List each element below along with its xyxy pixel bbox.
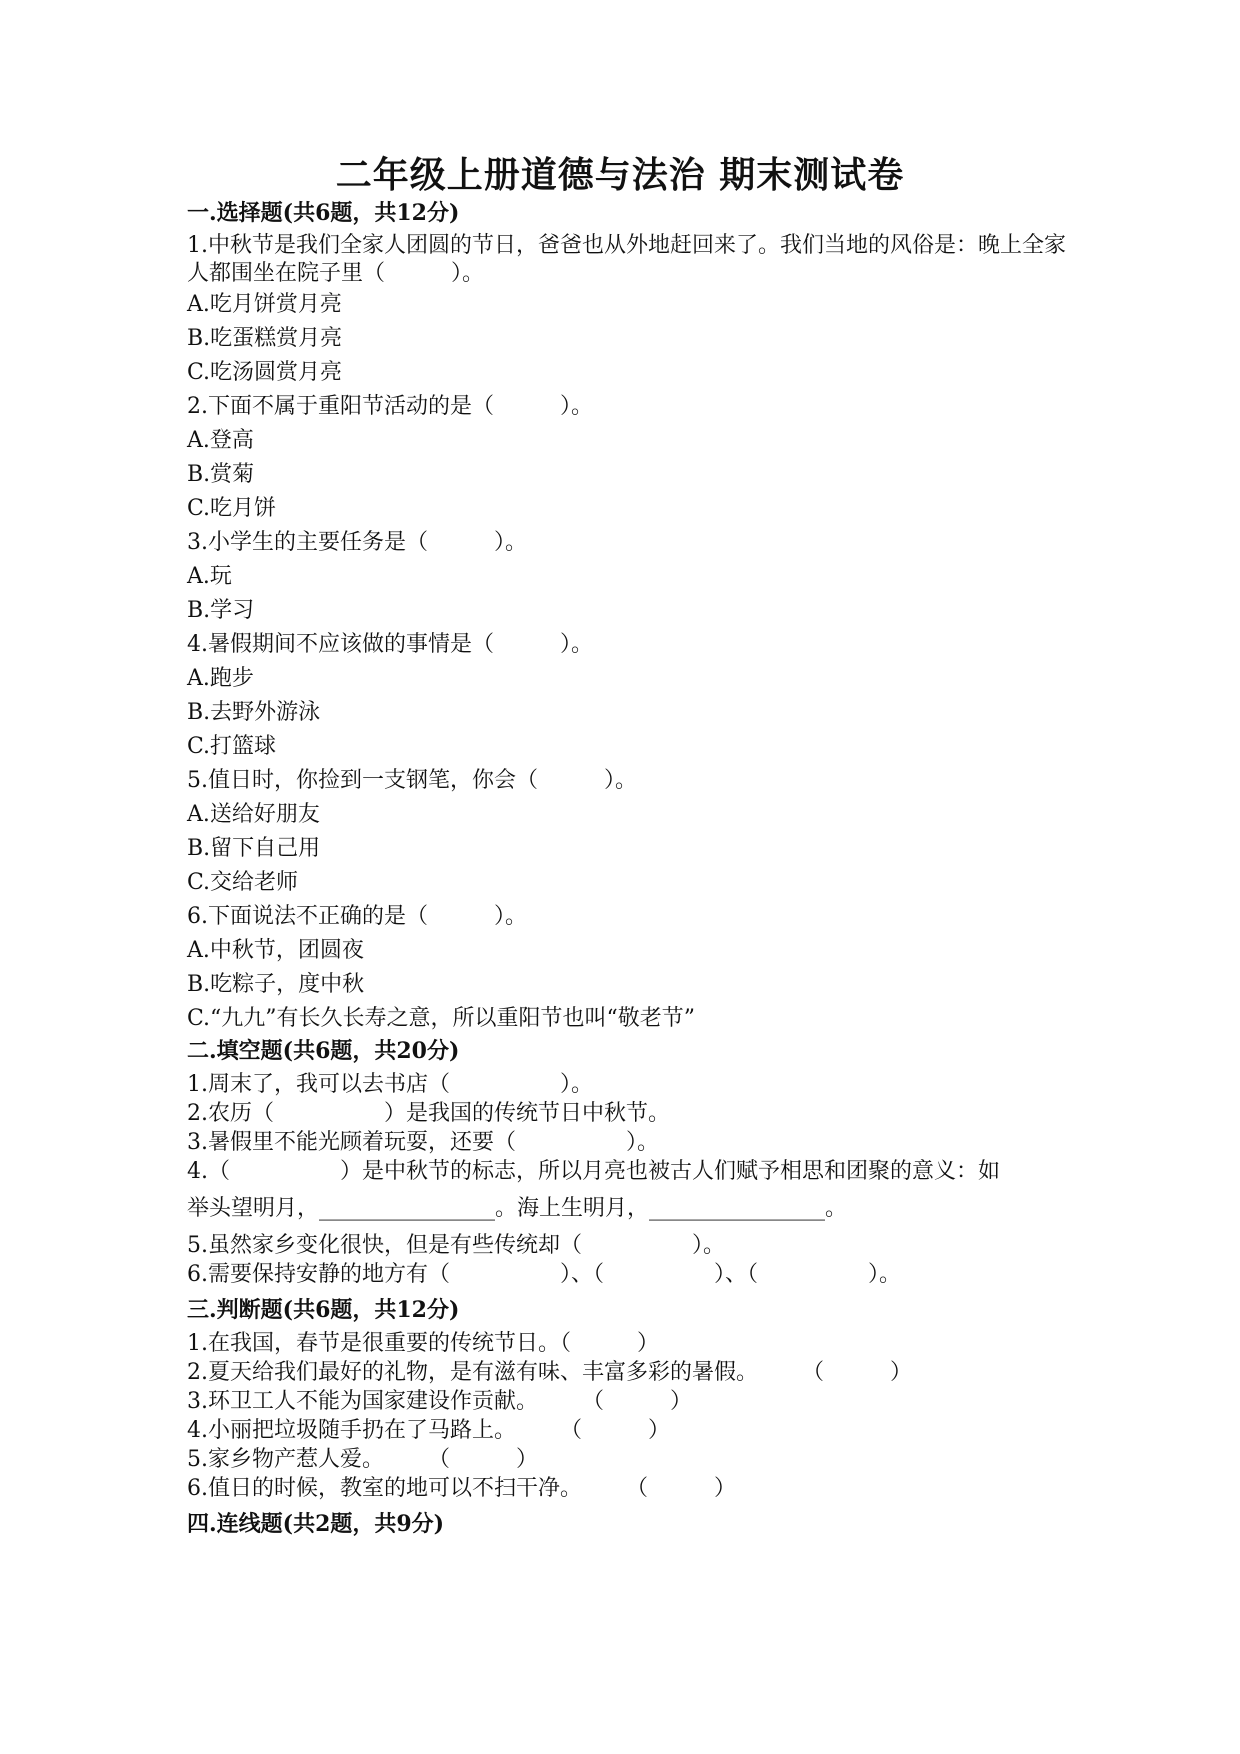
question: 6.下面说法不正确的是（ ）。 (187, 904, 527, 929)
option: B.吃蛋糕赏月亮 (187, 326, 343, 351)
question: 1.在我国，春节是很重要的传统节日。（ ） (187, 1331, 659, 1356)
option: C.吃汤圆赏月亮 (187, 360, 343, 385)
option: C.交给老师 (187, 870, 299, 895)
page-title: 二年级上册道德与法治 期末测试卷 (335, 154, 905, 196)
option: A.中秋节，团圆夜 (187, 938, 364, 963)
question: 5.家乡物产惹人爱。 （ ） (187, 1447, 538, 1472)
question: 4.暑假期间不应该做的事情是（ ）。 (187, 632, 593, 657)
question: 4.（ ）是中秋节的标志，所以月亮也被古人们赋予相思和团聚的意义：如 (187, 1159, 1000, 1184)
exam-content (187, 198, 1087, 1543)
option: A.跑步 (187, 666, 254, 691)
section-fill (187, 1036, 1087, 1289)
question: 2.下面不属于重阳节活动的是（ ）。 (187, 394, 593, 419)
section-choice (187, 198, 1087, 1036)
option: A.送给好朋友 (187, 802, 320, 827)
option: B.赏菊 (187, 462, 255, 487)
question: 6.需要保持安静的地方有（ ）、（ ）、（ ）。 (187, 1262, 901, 1287)
question: 5.值日时，你捡到一支钢笔，你会（ ）。 (187, 768, 637, 793)
option: B.吃粽子，度中秋 (187, 972, 365, 997)
option: B.学习 (187, 598, 255, 623)
question: 3.暑假里不能光顾着玩耍，还要（ ）。 (187, 1130, 659, 1155)
question: 3.小学生的主要任务是（ ）。 (187, 530, 527, 555)
option: C.打篮球 (187, 734, 277, 759)
option: B.留下自己用 (187, 836, 321, 861)
question: 1.周末了，我可以去书店（ ）。 (187, 1072, 593, 1097)
section-heading: 二.填空题(共6题，共20分) (187, 1038, 460, 1064)
question: 6.值日的时候，教室的地可以不扫干净。 （ ） (187, 1476, 736, 1501)
option: C.“九九”有长久长寿之意，所以重阳节也叫“敬老节” (187, 1006, 696, 1031)
question: 5.虽然家乡变化很快，但是有些传统却（ ）。 (187, 1233, 725, 1258)
option: B.去野外游泳 (187, 700, 321, 725)
option: A.玩 (187, 564, 232, 589)
section-heading: 一.选择题(共6题，共12分) (187, 200, 460, 226)
question: 举头望明月，________________。海上生明月，________________。 (187, 1196, 848, 1221)
question: 2.夏天给我们最好的礼物，是有滋有味、丰富多彩的暑假。 （ ） (187, 1360, 912, 1385)
question: 2.农历（ ）是我国的传统节日中秋节。 (187, 1101, 670, 1126)
option: A.登高 (187, 428, 254, 453)
section-heading: 四.连线题(共2题，共9分) (187, 1511, 445, 1537)
option: A.吃月饼赏月亮 (187, 292, 342, 317)
option: C.吃月饼 (187, 496, 277, 521)
question: 3.环卫工人不能为国家建设作贡献。 （ ） (187, 1389, 692, 1414)
section-match (187, 1509, 1087, 1539)
section-heading: 三.判断题(共6题，共12分) (187, 1297, 460, 1323)
question: 1.中秋节是我们全家人团圆的节日，爸爸也从外地赶回来了。我们当地的风俗是：晚上全家人都围坐在院子里（ ）。 (187, 233, 1066, 286)
question: 4.小丽把垃圾随手扔在了马路上。 （ ） (187, 1418, 670, 1443)
section-judge (187, 1295, 1087, 1503)
